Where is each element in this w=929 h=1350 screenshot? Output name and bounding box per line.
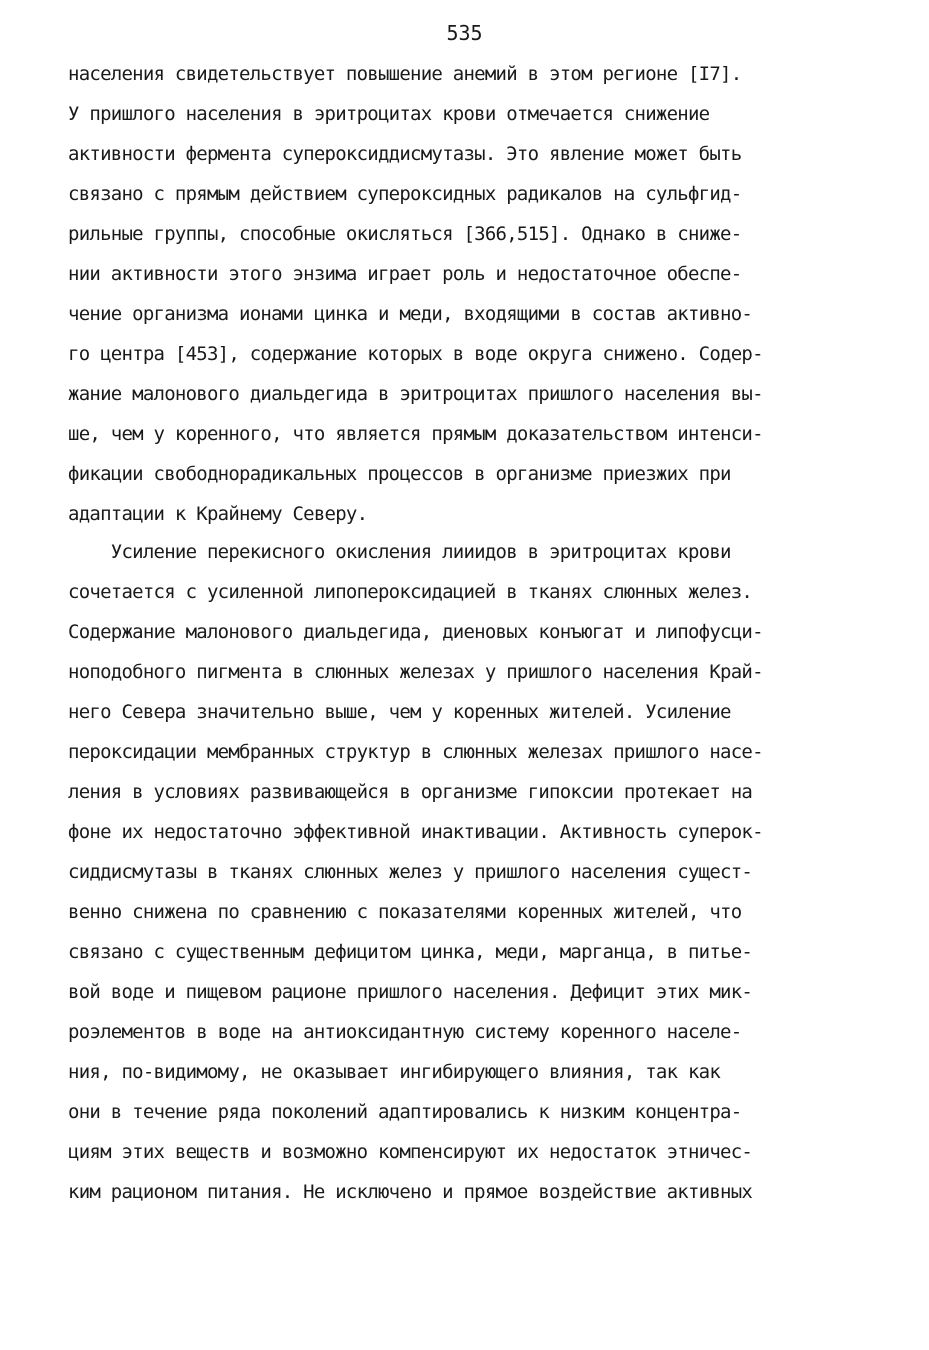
text-line: адаптации к Крайнему Северу. [68,503,368,525]
text-line: ления в условиях развивающейся в организме гипоксии протекает на [68,781,753,803]
text-line: сочетается с усиленной липопероксидацией в тканях слюнных желез. [68,581,753,603]
text-line: чение организма ионами цинка и меди, входящими в состав активно- [68,303,753,325]
text-line: У пришлого населения в эритроцитах крови отмечается снижение [68,103,710,125]
text-line: жание малонового диальдегида в эритроцитах пришлого населения вы- [68,383,763,405]
text-line: роэлементов в воде на антиоксидантную систему коренного населе- [68,1021,742,1043]
paragraph-1 [68,54,868,534]
text-line: они в течение ряда поколений адаптировались к низким концентра- [68,1101,742,1123]
text-line: Усиление перекисного окисления лииидов в эритроцитах крови [68,541,731,563]
text-line: активности фермента супероксиддисмутазы. Это явление может быть [68,143,742,165]
page-number: 535 [446,21,483,45]
text-line: пероксидации мембранных структур в слюнных железах пришлого насе- [68,741,763,763]
text-line: венно снижена по сравнению с показателями коренных жителей, что [68,901,742,923]
text-line: ким рационом питания. Не исключено и прямое воздействие активных [68,1181,753,1203]
text-line: го центра [453], содержание которых в воде округа снижено. Содер- [68,343,763,365]
text-line: вой воде и пищевом рационе пришлого населения. Дефицит этих мик- [68,981,753,1003]
text-line: фоне их недостаточно эффективной инактивации. Активность суперок- [68,821,763,843]
text-line: фикации свободнорадикальных процессов в организме приезжих при [68,463,731,485]
text-line: ния, по-видимому, не оказывает ингибирующего влияния, так как [68,1061,721,1083]
text-line: циям этих веществ и возможно компенсируют их недостаток этничес- [68,1141,753,1163]
text-line: него Севера значительно выше, чем у коренных жителей. Усиление [68,701,731,723]
text-line: ноподобного пигмента в слюнных железах у пришлого населения Край- [68,661,763,683]
text-line: нии активности этого энзима играет роль и недостаточное обеспе- [68,263,742,285]
text-line: рильные группы, способные окисляться [366,515]. Однако в сниже- [68,223,742,245]
paragraph-2 [68,532,868,1212]
text-line: населения свидетельствует повышение анемий в этом регионе [I7]. [68,63,742,85]
text-line: ше, чем у коренного, что является прямым доказательством интенси- [68,423,763,445]
text-line: сиддисмутазы в тканях слюнных желез у пришлого населения сущест- [68,861,753,883]
text-line: связано с прямым действием супероксидных радикалов на сульфгид- [68,183,742,205]
text-line: связано с существенным дефицитом цинка, меди, марганца, в питье- [68,941,753,963]
text-line: Содержание малонового диальдегида, диеновых конъюгат и липофусци- [68,621,763,643]
